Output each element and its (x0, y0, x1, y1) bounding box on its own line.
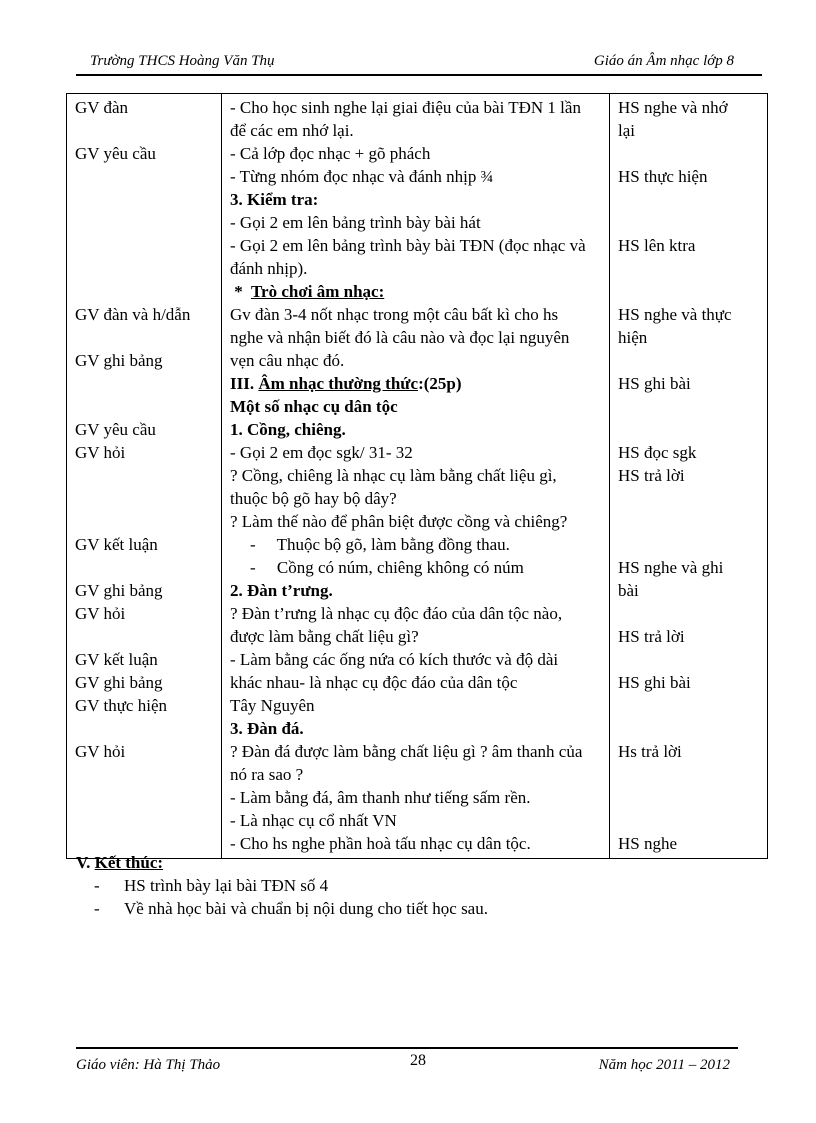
text-line: để các em nhớ lại. (230, 121, 354, 140)
text-line: ? Cồng, chiêng là nhạc cụ làm bằng chất liệu gì, (230, 466, 557, 485)
student-activity-column (610, 94, 768, 859)
text-line (75, 809, 215, 832)
section-duration: :(25p) (418, 374, 462, 393)
text-line: GV hỏi (75, 443, 126, 462)
text-line: GV đàn (75, 98, 129, 117)
footer-teacher: Giáo viên: Hà Thị Thảo (76, 1057, 221, 1073)
text-line: GV hỏi (75, 742, 126, 761)
text-line: hiện (618, 328, 648, 347)
page-header (76, 50, 762, 76)
text-line: bài (618, 581, 639, 600)
text-line: HS thực hiện (618, 167, 708, 186)
text-line: đánh nhịp). (230, 259, 308, 278)
bullet-text: Thuộc bộ gõ, làm bằng đồng thau. (276, 535, 510, 554)
text-line (75, 188, 215, 211)
text-line (618, 487, 761, 510)
bullet-text: Cồng có núm, chiêng không có núm (276, 558, 524, 577)
text-line (618, 510, 761, 533)
text-line: Gv đàn 3-4 nốt nhạc trong một câu bất kì cho hs (230, 305, 559, 324)
subsection-heading: 1. Cồng, chiêng. (230, 420, 346, 439)
game-heading (230, 280, 603, 303)
text-line: ? Đàn đá được làm bằng chất liệu gì ? âm thanh của (230, 742, 583, 761)
text-line (75, 487, 215, 510)
subsection-heading: Một số nhạc cụ dân tộc (230, 397, 398, 416)
text-line: HS nghe và thực (618, 305, 732, 324)
text-line (618, 349, 761, 372)
bullet-line (230, 533, 603, 556)
text-line (75, 165, 215, 188)
text-line (75, 717, 215, 740)
text-line: GV yêu cầu (75, 144, 156, 163)
text-line (75, 464, 215, 487)
subsection-heading: 3. Đàn đá. (230, 719, 304, 738)
text-line: - Cho hs nghe phần hoà tấu nhạc cụ dân tộc. (230, 834, 531, 853)
text-line: HS trả lời (618, 466, 685, 485)
text-line (618, 280, 761, 303)
text-line: - Từng nhóm đọc nhạc và đánh nhịp ¾ (230, 167, 494, 186)
text-line: HS trả lời (618, 627, 685, 646)
text-line: khác nhau- là nhạc cụ độc đáo của dân tộc (230, 673, 518, 692)
text-line: HS đọc sgk (618, 443, 697, 462)
text-line: GV kết luận (75, 650, 158, 669)
list-item-text: HS trình bày lại bài TĐN số 4 (124, 876, 329, 895)
text-line: GV thực hiện (75, 696, 167, 715)
star-mark: * (234, 282, 243, 301)
text-line (75, 372, 215, 395)
text-line: GV kết luận (75, 535, 158, 554)
text-line (618, 763, 761, 786)
text-line (618, 717, 761, 740)
bullet-line (230, 556, 603, 579)
text-line: lại (618, 121, 635, 140)
text-line (618, 418, 761, 441)
ending-number: V. (76, 853, 95, 872)
text-line (75, 395, 215, 418)
text-line (618, 786, 761, 809)
table-row (67, 94, 768, 859)
text-line (618, 602, 761, 625)
text-line (618, 211, 761, 234)
bullet-dash: - (250, 558, 256, 577)
section-number: III. (230, 374, 259, 393)
subsection-heading: 2. Đàn t’rưng. (230, 581, 333, 600)
ending-section (76, 851, 488, 920)
section-title: Âm nhạc thường thức (258, 374, 419, 393)
text-line: HS nghe (618, 834, 678, 853)
lesson-table (66, 93, 768, 859)
ending-title (76, 851, 488, 874)
ending-title-text: Kết thúc: (94, 853, 164, 872)
list-item (76, 897, 488, 920)
text-line (618, 257, 761, 280)
text-line (75, 257, 215, 280)
text-line (75, 280, 215, 303)
header-subject: Giáo án Âm nhạc lớp 8 (593, 53, 734, 69)
text-line: được làm bằng chất liệu gì? (230, 627, 419, 646)
text-line: - Gọi 2 em lên bảng trình bày bài hát (230, 213, 481, 232)
text-line: - Gọi 2 em đọc sgk/ 31- 32 (230, 443, 413, 462)
content-column (222, 94, 610, 859)
text-line (75, 510, 215, 533)
text-line: GV ghi bảng (75, 673, 163, 692)
text-line (75, 326, 215, 349)
text-line (75, 763, 215, 786)
text-line (75, 234, 215, 257)
footer-school-year: Năm học 2011 – 2012 (598, 1057, 730, 1073)
teacher-activity-column (67, 94, 222, 859)
text-line: vẹn câu nhạc đó. (230, 351, 345, 370)
text-line: - Làm bằng đá, âm thanh như tiếng sấm rền. (230, 788, 531, 807)
text-line: - Gọi 2 em lên bảng trình bày bài TĐN (đọc nhạc và (230, 236, 586, 255)
header-school: Trường THCS Hoàng Văn Thụ (90, 53, 275, 69)
text-line (75, 556, 215, 579)
section-heading (230, 372, 603, 395)
text-line: GV ghi bảng (75, 351, 163, 370)
text-line (75, 211, 215, 234)
text-line (618, 648, 761, 671)
page-number: 28 (410, 1052, 426, 1069)
text-line: - Cho học sinh nghe lại giai điệu của bài TĐN 1 lần (230, 98, 581, 117)
text-line: ? Làm thế nào để phân biệt được cồng và chiêng? (230, 512, 568, 531)
list-item (76, 874, 488, 897)
text-line: - Làm bằng các ống nứa có kích thước và độ dài (230, 650, 559, 669)
text-line (75, 119, 215, 142)
text-line: GV hỏi (75, 604, 126, 623)
text-line: nghe và nhận biết đó là câu nào và đọc lại nguyên (230, 328, 570, 347)
text-line (618, 188, 761, 211)
text-line: thuộc bộ gõ hay bộ dây? (230, 489, 397, 508)
text-line (75, 625, 215, 648)
text-line: - Là nhạc cụ cổ nhất VN (230, 811, 397, 830)
list-item-text: Về nhà học bài và chuẩn bị nội dung cho tiết học sau. (124, 899, 488, 918)
text-line (618, 142, 761, 165)
text-line (618, 395, 761, 418)
page-footer (76, 1047, 738, 1079)
text-line: GV đàn và h/dẫn (75, 305, 191, 324)
text-line: HS ghi bài (618, 374, 691, 393)
text-line: - Cả lớp đọc nhạc + gõ phách (230, 144, 431, 163)
bullet-dash: - (250, 535, 256, 554)
text-line: GV ghi bảng (75, 581, 163, 600)
text-line: ? Đàn t’rưng là nhạc cụ độc đáo của dân tộc nào, (230, 604, 563, 623)
text-line: HS ghi bài (618, 673, 691, 692)
text-line: Hs trả lời (618, 742, 682, 761)
bullet-dash: - (94, 899, 100, 918)
text-line: nó ra sao ? (230, 765, 304, 784)
game-heading-text: Trò chơi âm nhạc: (250, 282, 385, 301)
text-line: Tây Nguyên (230, 696, 315, 715)
bullet-dash: - (94, 876, 100, 895)
text-line: GV yêu cầu (75, 420, 156, 439)
text-line: HS lên ktra (618, 236, 696, 255)
text-line (618, 533, 761, 556)
text-line (75, 786, 215, 809)
text-line: HS nghe và nhớ (618, 98, 728, 117)
section-heading: 3. Kiểm tra: (230, 190, 319, 209)
text-line (618, 809, 761, 832)
text-line: HS nghe và ghi (618, 558, 724, 577)
text-line (618, 694, 761, 717)
